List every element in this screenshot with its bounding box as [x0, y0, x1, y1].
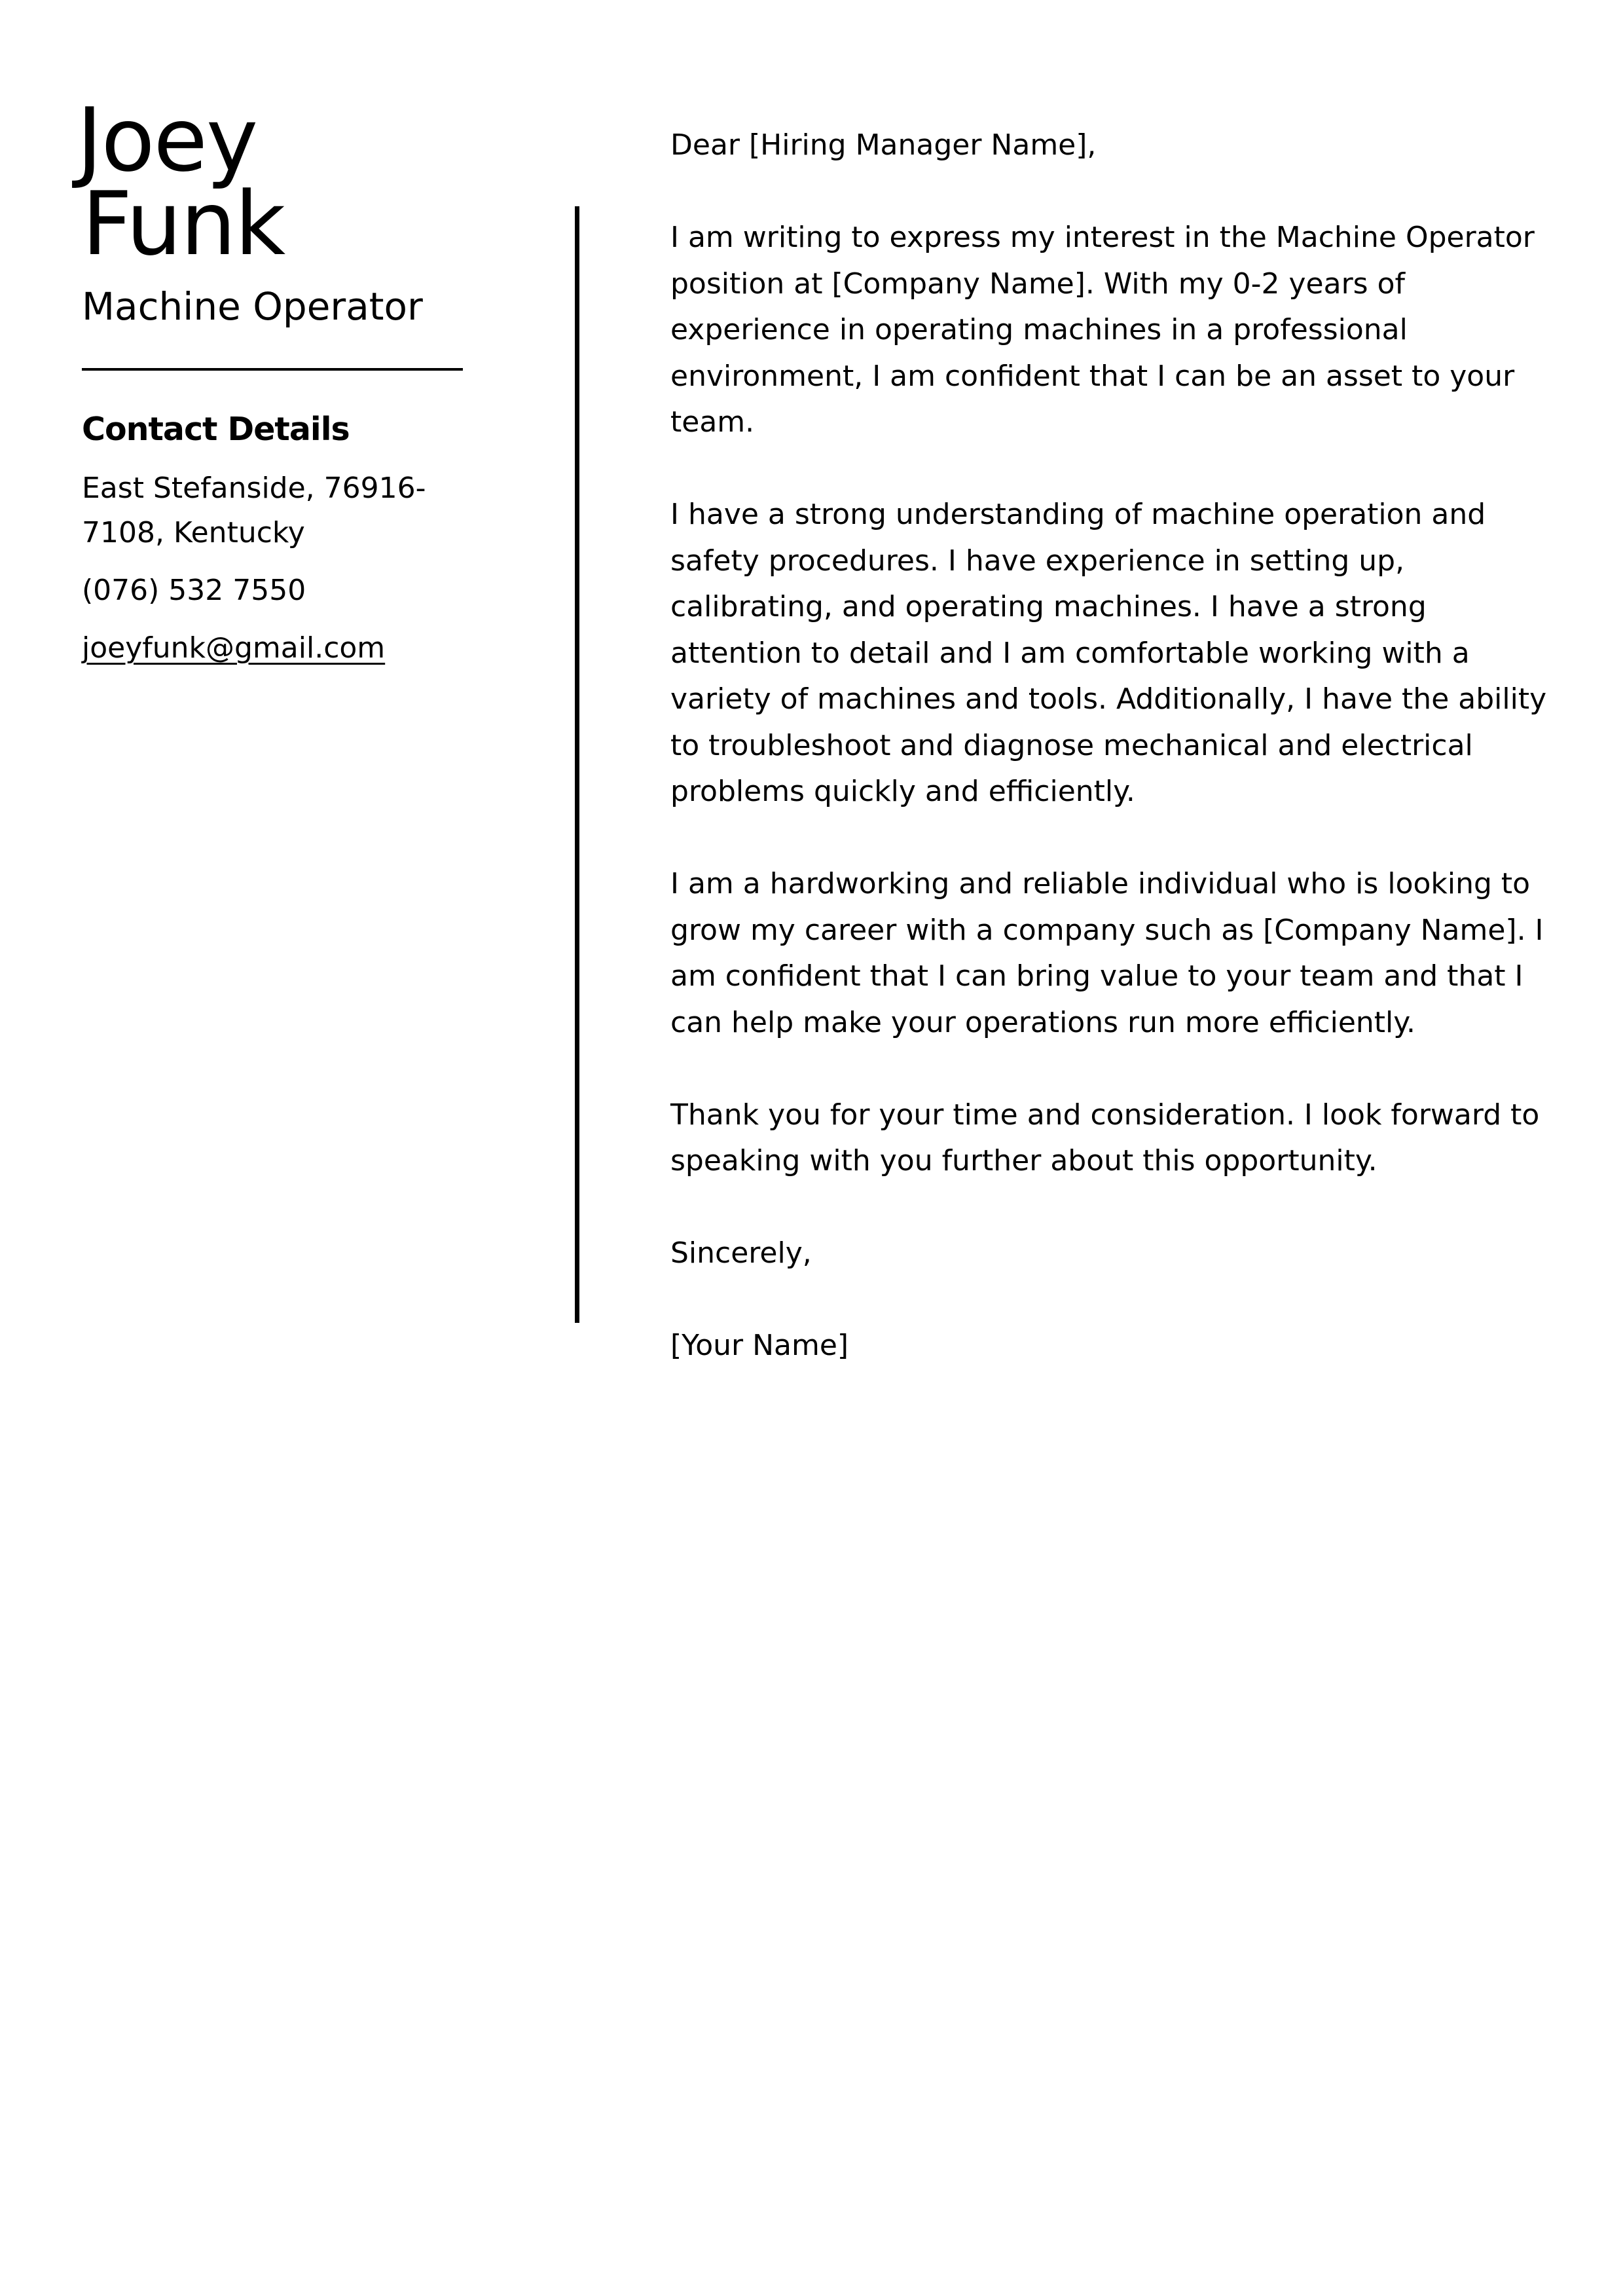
letter-body [670, 122, 1548, 1369]
title-divider [82, 368, 463, 371]
salutation: Dear [Hiring Manager Name], [670, 128, 1097, 162]
vertical-divider [575, 206, 579, 1323]
job-title: Machine Operator [82, 284, 423, 329]
applicant-name [77, 89, 475, 275]
email-link[interactable]: joeyfunk@gmail.com [82, 631, 386, 665]
letter-paragraph-1: I am writing to express my interest in the Machine Operator position at [Company Name]. With my 0-2 years of experience in operating machines in a professional environment, I am confident that I can be an asset to your team. [670, 221, 1535, 439]
letter-paragraph-4: Thank you for your time and consideration. I look forward to speaking with you further about this opportunity. [670, 1098, 1540, 1177]
sidebar [77, 89, 475, 684]
letter-paragraph-2: I have a strong understanding of machine operation and safety procedures. I have experience in setting up, calibrating, and operating machines. I have a strong attention to detail and I am comfortable working with a variety of machines and tools. Additionally, I have the ability to troubleshoot and diagnose mechanical and electrical problems quickly and efficiently. [670, 498, 1547, 808]
contact-address: East Stefanside, 76916-7108, Kentucky [82, 472, 426, 549]
contact-email [82, 626, 475, 671]
last-name: Funk [82, 173, 285, 275]
letter-paragraph-3: I am a hardworking and reliable individual who is looking to grow my career with a company such as [Company Name]. I am confident that I can bring value to your team and that I can help make your operations run more efficiently. [670, 867, 1544, 1039]
first-name: Joey [77, 89, 257, 191]
contact-details-heading: Contact Details [82, 411, 350, 448]
signature: [Your Name] [670, 1329, 849, 1362]
closing: Sincerely, [670, 1236, 812, 1270]
contact-phone: (076) 532 7550 [82, 574, 306, 607]
contact-list [82, 466, 475, 671]
